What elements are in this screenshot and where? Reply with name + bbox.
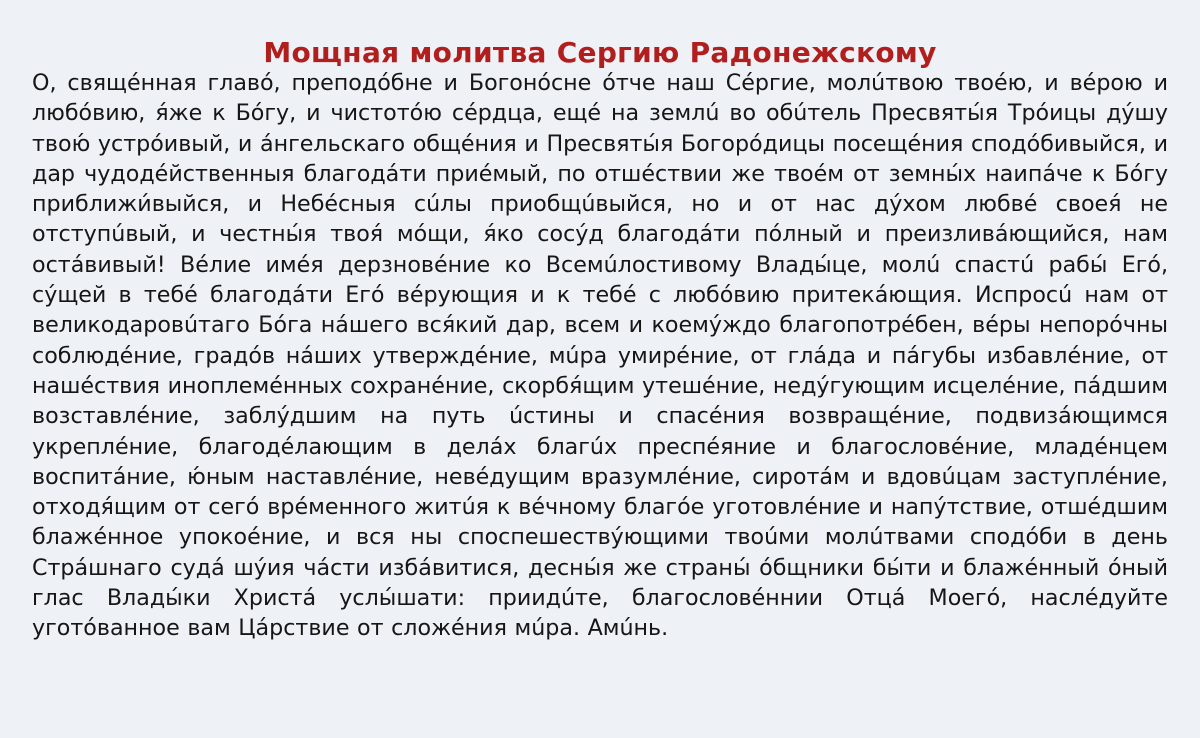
prayer-text: О, свящéнная главó, преподóбне и Богонóсне óтче наш Сéргие, молúтвою твоéю, и вéрою и любóвию, я́же к Бóгу, и чистотóю сéрдца, ещé на землú во обúтель Пресвяты́я Трóицы дýшу твою́ устрóивый, и áнгельскаго общéния и Пресвяты́я Богорóдицы посещéния сподóбивыйся, и дар чудодéйственныя благодáти приéмый, по отшéствии же твоéм от земны́х наипáче к Бóгу приближи́выйся, и Небéсныя сúлы приобщúвыйся, но и от нас дýхом любвé своея́ не отступúвый, и честны́я твоя́ мóщи, я́ко сосýд благодáти пóлный и преизливáющийся, нам остáвивый! Вéлие имéя дерзновéние ко Всемúлостивому Влады́це, молú спастú рабы́ Егó, сýщей в тебé благодáти Егó вéрующия и к тебé с любóвию притекáющия. Испросú нам от великодаровúтаго Бóга нáшего вся́кий дар, всем и коемýждо благопотрéбен, вéры непорóчны соблюдéние, градóв нáших утверждéние, мúра умирéние, от глáда и пáгубы избавлéние, от нашéствия иноплемéнных сохранéние, скорбя́щим утешéние, недýгующим исцелéние, пáдшим возставлéние, заблýдшим на путь úстины и спасéния возвращéние, подвизáющимся укреплéние, благодéлающим в делáх благúх преспéяние и благословéние, младéнцем воспитáние, ю́ным наставлéние, невéдущим вразумлéние, сиротáм и вдовúцам заступлéние, отходя́щим от сегó врéменного житúя к вéчному благóе уготовлéние и напýтствие, отшéдшим блажéнное упокоéние, и вся ны споспешествýющими твоúми молúтвами сподóби в день Стрáшнаго судá шýия чáсти избáвитися, десны́я же страны́ óбщники бы́ти и блажéнный óный глас Влады́ки Христá услы́шати: приидúте, благословéннии Отцá Моегó, наслéдуйте уготóванное вам Цáрствие от сложéния мúра. Амúнь. [32, 70, 1169, 642]
page-title: Мощная молитва Сергию Радонежскому [263, 35, 937, 69]
